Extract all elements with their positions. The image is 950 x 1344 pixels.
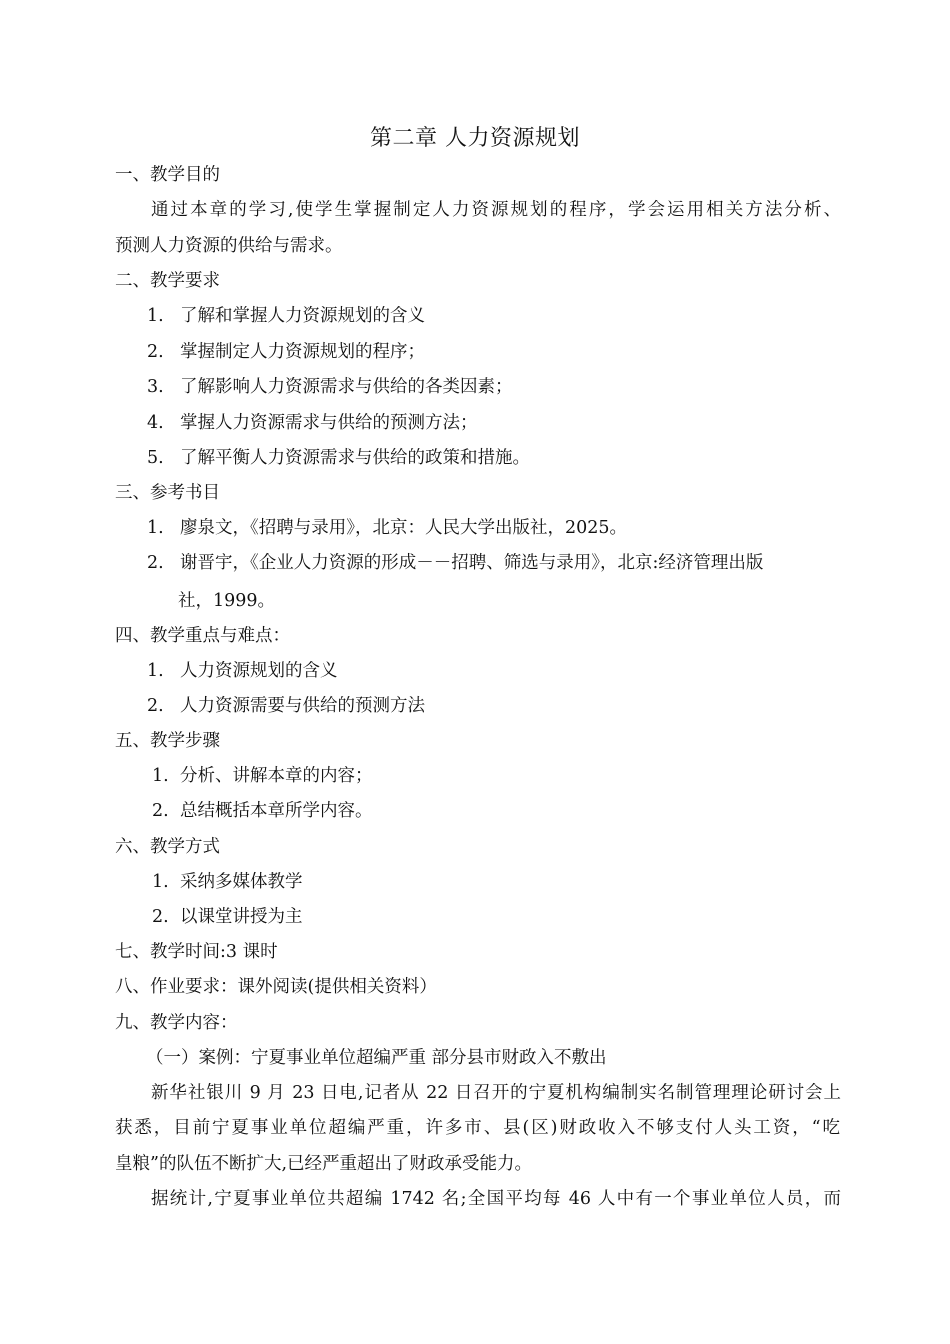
list-number: 1. [147,661,164,681]
list-item [152,764,373,788]
list-number: 2. [147,553,164,573]
list-item [147,516,627,540]
list-number: 2. [147,696,164,716]
list-text: 总结概括本章所学内容。 [180,801,373,821]
objectives-paragraph-line-2: 预测人力资源的供给与需求。 [115,236,343,256]
section-heading-time: 七、教学时间:3 课时 [115,942,278,962]
list-item [147,304,425,328]
list-item [152,870,303,894]
list-item [147,551,839,575]
chapter-title: 第二章 人力资源规划 [370,126,580,151]
list-item [147,694,425,718]
list-number: 4. [147,413,164,433]
list-item [147,446,530,470]
list-number: 2. [152,907,169,927]
case-paragraph-line-2: 获悉，目前宁夏事业单位超编严重，许多市、县(区)财政收入不够支付人头工资，“吃 [115,1118,840,1138]
list-number: 2. [147,342,164,362]
list-number: 2. [152,801,169,821]
list-number: 3. [147,377,164,397]
list-number: 1. [147,306,164,326]
list-number: 1. [152,766,169,786]
section-heading-steps: 五、教学步骤 [115,731,220,751]
list-text: 掌握人力资源需求与供给的预测方法； [180,413,478,433]
case-paragraph-line-3: 皇粮”的队伍不断扩大,已经严重超出了财政承受能力。 [115,1154,533,1174]
case-paragraph-line-1: 新华社银川 9 月 23 日电,记者从 22 日召开的宁夏机构编制实名制管理理论研讨会上 [151,1083,841,1103]
section-heading-references: 三、参考书目 [115,483,220,503]
list-text: 采纳多媒体教学 [180,872,303,892]
list-item [152,905,303,929]
list-item [147,659,338,683]
case-paragraph-2-line-1: 据统计,宁夏事业单位共超编 1742 名;全国平均每 46 人中有一个事业单位人员，而 [151,1189,841,1209]
section-heading-content: 九、教学内容： [115,1013,238,1033]
section-heading-requirements: 二、教学要求 [115,271,220,291]
list-text: 掌握制定人力资源规划的程序； [180,342,425,362]
list-text: 了解影响人力资源需求与供给的各类因素； [180,377,513,397]
list-item [152,799,373,823]
list-text: 分析、讲解本章的内容； [180,766,373,786]
list-text: 人力资源需要与供给的预测方法 [180,696,425,716]
case-title: （一）案例：宁夏事业单位超编严重 部分县市财政入不敷出 [146,1048,607,1068]
list-number: 5. [147,448,164,468]
list-item [147,340,425,364]
section-heading-methods: 六、教学方式 [115,837,220,857]
list-text-continuation: 社，1999。 [178,591,276,611]
list-text: 了解平衡人力资源需求与供给的政策和措施。 [180,448,530,468]
section-heading-homework: 八、作业要求：课外阅读(提供相关资料） [115,977,437,997]
list-text: 人力资源规划的含义 [180,661,338,681]
list-text: 谢晋宇，《企业人力资源的形成－－招聘、筛选与录用》，北京:经济管理出版 [180,553,764,573]
section-heading-key-points: 四、教学重点与难点： [115,626,290,646]
section-heading-objectives: 一、教学目的 [115,165,220,185]
list-text: 廖泉文，《招聘与录用》，北京：人民大学出版社，2025。 [180,518,628,538]
list-number: 1. [147,518,164,538]
list-text: 以课堂讲授为主 [180,907,303,927]
list-text: 了解和掌握人力资源规划的含义 [180,306,425,326]
list-item [147,411,478,435]
list-number: 1. [152,872,169,892]
list-item [147,375,513,399]
objectives-paragraph-line-1: 通过本章的学习,使学生掌握制定人力资源规划的程序，学会运用相关方法分析、 [151,200,841,220]
